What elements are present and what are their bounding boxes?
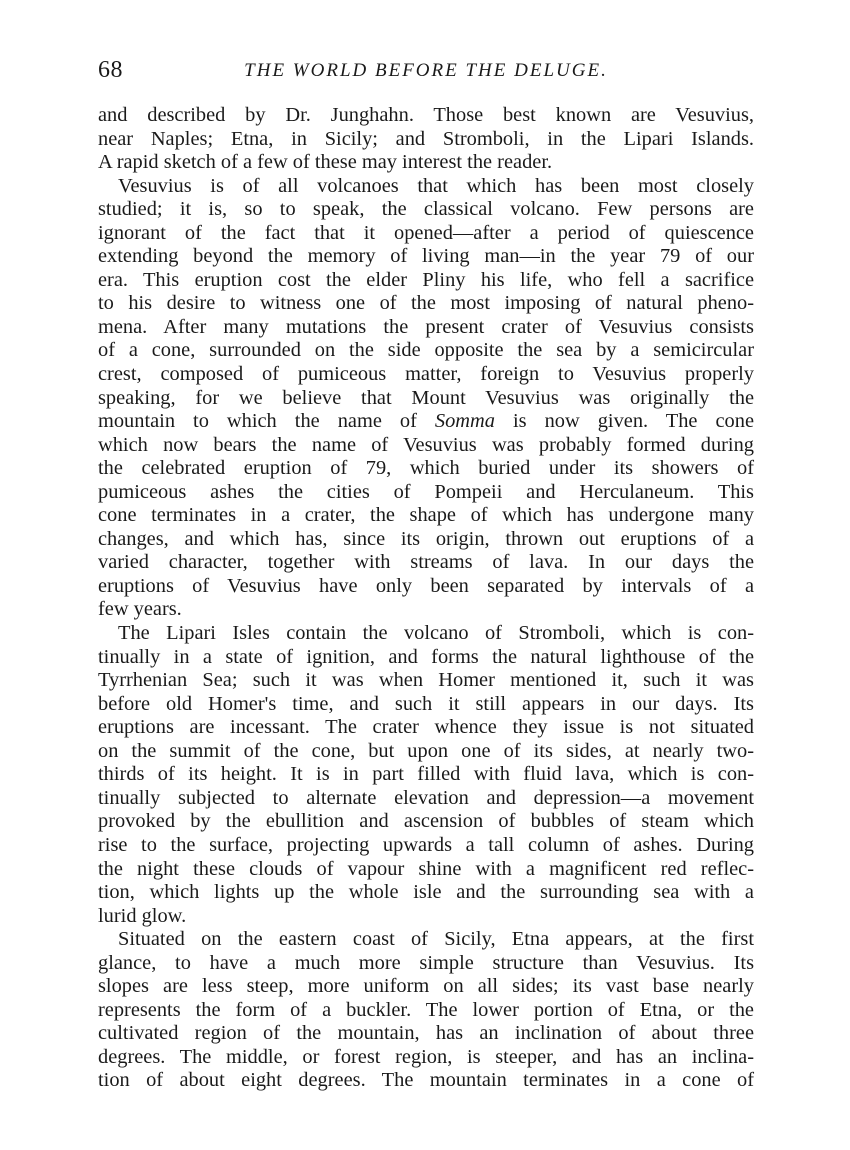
paragraph <box>98 175 754 622</box>
text-line: which now bears the name of Vesuvius was probably formed during <box>98 433 754 456</box>
text-line: The Lipari Isles contain the volcano of Stromboli, which is con- <box>118 622 754 645</box>
text-line: eruptions are incessant. The crater whence they issue is not situated <box>98 716 754 739</box>
text-line: lurid glow. <box>98 904 187 927</box>
text-line: represents the form of a buckler. The lower portion of Etna, or the <box>98 998 754 1021</box>
text-line: on the summit of the cone, but upon one of its sides, at nearly two- <box>98 739 754 762</box>
text-line: extending beyond the memory of living man—in the year 79 of our <box>98 245 754 268</box>
text-line: of a cone, surrounded on the side opposite the sea by a semicircular <box>98 339 754 362</box>
text-line: studied; it is, so to speak, the classical volcano. Few persons are <box>98 198 754 221</box>
text-line: varied character, together with streams of lava. In our days the <box>98 551 754 574</box>
paragraph <box>98 928 754 1093</box>
text-line: crest, composed of pumiceous matter, foreign to Vesuvius properly <box>98 363 754 386</box>
text-line: the celebrated eruption of 79, which buried under its showers of <box>98 457 754 480</box>
text-line: tinually subjected to alternate elevation and depression—a movement <box>98 786 754 809</box>
text-line: tion of about eight degrees. The mountain terminates in a cone of <box>98 1069 754 1092</box>
text-line: few years. <box>98 598 182 621</box>
text-line: pumiceous ashes the cities of Pompeii and Herculaneum. This <box>98 480 754 503</box>
text-line: provoked by the ebullition and ascension of bubbles of steam which <box>98 810 754 833</box>
text-line: before old Homer's time, and such it still appears in our days. Its <box>98 692 754 715</box>
text-line: thirds of its height. It is in part filled with fluid lava, which is con- <box>98 763 754 786</box>
text-line: era. This eruption cost the elder Pliny his life, who fell a sacrifice <box>98 268 754 291</box>
text-line: Situated on the eastern coast of Sicily, Etna appears, at the first <box>118 928 754 951</box>
text-line: ignorant of the fact that it opened—after a period of quiescence <box>98 221 754 244</box>
text-line: near Naples; Etna, in Sicily; and Stromboli, in the Lipari Islands. <box>98 127 754 150</box>
text-line: eruptions of Vesuvius have only been separated by intervals of a <box>98 574 754 597</box>
text-line: changes, and which has, since its origin, thrown out eruptions of a <box>98 527 754 550</box>
text-line: to his desire to witness one of the most imposing of natural pheno- <box>98 292 754 315</box>
page-header <box>98 57 754 91</box>
text-line: degrees. The middle, or forest region, is steeper, and has an inclina- <box>98 1045 754 1068</box>
paragraph <box>98 104 754 175</box>
text-line: cultivated region of the mountain, has an inclination of about three <box>98 1022 754 1045</box>
text-line: mountain to which the name of Somma is now given. The cone <box>98 410 754 433</box>
text-line: speaking, for we believe that Mount Vesuvius was originally the <box>98 386 754 409</box>
text-line: rise to the surface, projecting upwards a tall column of ashes. During <box>98 833 754 856</box>
text-line: the night these clouds of vapour shine with a magnificent red reflec- <box>98 857 754 880</box>
text-line: slopes are less steep, more uniform on all sides; its vast base nearly <box>98 975 754 998</box>
text-line: A rapid sketch of a few of these may interest the reader. <box>98 151 553 174</box>
text-line: and described by Dr. Junghahn. Those best known are Vesuvius, <box>98 104 754 126</box>
text-line: tinually in a state of ignition, and forms the natural lighthouse of the <box>98 645 754 668</box>
text-line: Vesuvius is of all volcanoes that which has been most closely <box>118 174 754 197</box>
running-title: THE WORLD BEFORE THE DELUGE. <box>244 60 608 81</box>
text-line: tion, which lights up the whole isle and the surrounding sea with a <box>98 881 754 904</box>
paragraph <box>98 622 754 928</box>
body-text <box>98 104 754 1093</box>
text-line: glance, to have a much more simple structure than Vesuvius. Its <box>98 951 754 974</box>
italic-term: Somma <box>434 410 495 433</box>
text-line: mena. After many mutations the present crater of Vesuvius consists <box>98 315 754 338</box>
text-line: Tyrrhenian Sea; such it was when Homer mentioned it, such it was <box>98 669 754 692</box>
text-line: cone terminates in a crater, the shape of which has undergone many <box>98 504 754 527</box>
page-number: 68 <box>98 57 123 83</box>
